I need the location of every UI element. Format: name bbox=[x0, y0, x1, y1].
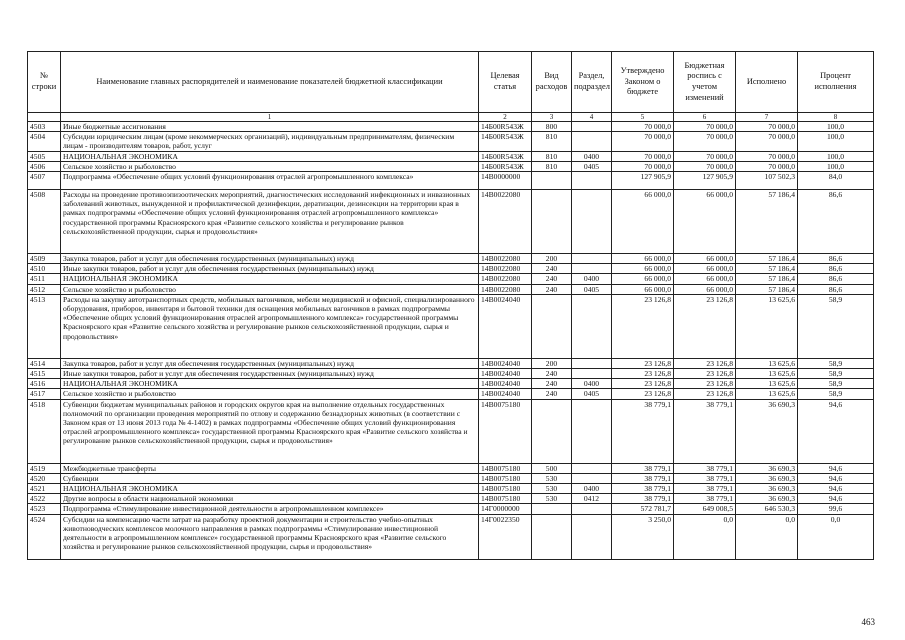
target-article: 14В0075180 bbox=[479, 473, 532, 483]
execution-percent: 100,0 bbox=[798, 132, 874, 151]
header-kind: Вид расходов bbox=[532, 52, 572, 113]
execution-percent: 100,0 bbox=[798, 151, 874, 161]
execution-percent: 84,0 bbox=[798, 172, 874, 190]
listing-amount: 70 000,0 bbox=[674, 161, 736, 171]
header-listing: Бюджетная роспись с учетом изменений bbox=[674, 52, 736, 113]
listing-amount: 127 905,9 bbox=[674, 172, 736, 190]
execution-percent: 94,6 bbox=[798, 463, 874, 473]
execution-percent: 94,6 bbox=[798, 399, 874, 463]
row-number: 4507 bbox=[28, 172, 61, 190]
row-name: Сельское хозяйство и рыболовство bbox=[61, 389, 479, 399]
executed-amount: 13 625,6 bbox=[736, 389, 798, 399]
execution-percent: 94,6 bbox=[798, 494, 874, 504]
table-row bbox=[28, 294, 874, 358]
row-number: 4522 bbox=[28, 494, 61, 504]
execution-percent: 94,6 bbox=[798, 473, 874, 483]
execution-percent: 58,9 bbox=[798, 369, 874, 379]
row-number: 4509 bbox=[28, 254, 61, 264]
execution-percent: 58,9 bbox=[798, 358, 874, 368]
expense-kind: 530 bbox=[532, 494, 572, 504]
row-name: Подпрограмма «Обеспечение общих условий функционирования отраслей агропромышленного комплекса» bbox=[61, 172, 479, 190]
listing-amount: 70 000,0 bbox=[674, 151, 736, 161]
row-name: НАЦИОНАЛЬНАЯ ЭКОНОМИКА bbox=[61, 274, 479, 284]
row-number: 4503 bbox=[28, 122, 61, 132]
executed-amount: 70 000,0 bbox=[736, 132, 798, 151]
execution-percent: 86,6 bbox=[798, 284, 874, 294]
row-number: 4506 bbox=[28, 161, 61, 171]
executed-amount: 70 000,0 bbox=[736, 161, 798, 171]
section-code bbox=[572, 369, 612, 379]
target-article: 14Б00R543Ж bbox=[479, 132, 532, 151]
table-row bbox=[28, 514, 874, 559]
target-article: 14В0024040 bbox=[479, 294, 532, 358]
expense-kind: 240 bbox=[532, 379, 572, 389]
target-article: 14В0075180 bbox=[479, 484, 532, 494]
row-name: Расходы на проведение противоэпизоотических мероприятий, диагностических исследований инфекционных и инвазионных заболеваний животных, вынужденной и профилактической дезинфекции, дератизации, дезинсекции на территории края в рамках подпрограммы «Обеспечение общих условий функционирования отраслей агропромышленного комплекса» государственной программы Красноярского края «Развитие сельского хозяйства и регулирование рынков сельскохозяйственной продукции, сырья и продовольствия» bbox=[61, 190, 479, 254]
executed-amount: 57 186,4 bbox=[736, 274, 798, 284]
section-code bbox=[572, 132, 612, 151]
row-name: Субвенции бюджетам муниципальных районов и городских округов края на выполнение отдельных государственных полномочий по организации проведения мероприятий по отлову и содержанию безнадзорных животных (в соответствии с Законом края от 13 июня 2013 года № 4-1402) в рамках подпрограммы «Обеспечение общих условий функционирования отраслей агропромышленного комплекса» государственной программы Красноярского края «Развитие сельского хозяйства и регулирование рынков сельскохозяйственной продукции, сырья и продовольствия» bbox=[61, 399, 479, 463]
approved-amount: 70 000,0 bbox=[612, 122, 674, 132]
header-executed: Исполнено bbox=[736, 52, 798, 113]
table-row bbox=[28, 463, 874, 473]
header-name: Наименование главных распорядителей и наименование показателей бюджетной классификации bbox=[61, 52, 479, 113]
section-code: 0405 bbox=[572, 284, 612, 294]
table-row bbox=[28, 473, 874, 483]
executed-amount: 36 690,3 bbox=[736, 484, 798, 494]
column-number bbox=[28, 113, 61, 122]
column-number: 4 bbox=[572, 113, 612, 122]
row-number: 4504 bbox=[28, 132, 61, 151]
target-article: 14В0024040 bbox=[479, 379, 532, 389]
header-section: Раздел, подраздел bbox=[572, 52, 612, 113]
row-number: 4524 bbox=[28, 514, 61, 559]
row-name: Расходы на закупку автотранспортных средств, мобильных вагончиков, мебели медицинской и офисной, специализированного оборудования, приборов, инвентаря и бытовой техники для оснащения мобильных вагончиков в рамках подпрограммы «Обеспечение общих условий функционирования отраслей агропромышленного комплекса» государственной программы Красноярского края «Развитие сельского хозяйства и регулирование рынков сельскохозяйственной продукции, сырья и продовольствия» bbox=[61, 294, 479, 358]
expense-kind: 800 bbox=[532, 122, 572, 132]
header-row bbox=[28, 52, 874, 113]
table-row bbox=[28, 484, 874, 494]
row-name: Другие вопросы в области национальной экономики bbox=[61, 494, 479, 504]
executed-amount: 57 186,4 bbox=[736, 254, 798, 264]
row-name: Межбюджетные трансферты bbox=[61, 463, 479, 473]
row-number: 4510 bbox=[28, 264, 61, 274]
column-number: 3 bbox=[532, 113, 572, 122]
target-article: 14В0075180 bbox=[479, 494, 532, 504]
approved-amount: 70 000,0 bbox=[612, 161, 674, 171]
listing-amount: 66 000,0 bbox=[674, 190, 736, 254]
row-number: 4521 bbox=[28, 484, 61, 494]
row-name: Подпрограмма «Стимулирование инвестиционной деятельности в агропромышленном комплексе» bbox=[61, 504, 479, 514]
listing-amount: 649 008,5 bbox=[674, 504, 736, 514]
section-code: 0405 bbox=[572, 389, 612, 399]
expense-kind: 530 bbox=[532, 484, 572, 494]
target-article: 14В0075180 bbox=[479, 463, 532, 473]
executed-amount: 13 625,6 bbox=[736, 379, 798, 389]
row-name: Сельское хозяйство и рыболовство bbox=[61, 284, 479, 294]
table-row bbox=[28, 264, 874, 274]
column-numbers-row bbox=[28, 113, 874, 122]
target-article: 14Б00R543Ж bbox=[479, 122, 532, 132]
section-code: 0405 bbox=[572, 161, 612, 171]
expense-kind bbox=[532, 514, 572, 559]
listing-amount: 70 000,0 bbox=[674, 122, 736, 132]
column-number: 8 bbox=[798, 113, 874, 122]
executed-amount: 36 690,3 bbox=[736, 463, 798, 473]
expense-kind bbox=[532, 190, 572, 254]
expense-kind: 240 bbox=[532, 264, 572, 274]
row-number: 4518 bbox=[28, 399, 61, 463]
listing-amount: 66 000,0 bbox=[674, 284, 736, 294]
target-article: 14В0024040 bbox=[479, 389, 532, 399]
target-article: 14В0022080 bbox=[479, 264, 532, 274]
row-name: Иные закупки товаров, работ и услуг для обеспечения государственных (муниципальных) нужд bbox=[61, 264, 479, 274]
target-article: 14В0024040 bbox=[479, 369, 532, 379]
executed-amount: 0,0 bbox=[736, 514, 798, 559]
section-code: 0400 bbox=[572, 151, 612, 161]
table-row bbox=[28, 284, 874, 294]
approved-amount: 38 779,1 bbox=[612, 399, 674, 463]
execution-percent: 99,6 bbox=[798, 504, 874, 514]
table-row bbox=[28, 172, 874, 190]
row-name: Закупка товаров, работ и услуг для обеспечения государственных (муниципальных) нужд bbox=[61, 254, 479, 264]
approved-amount: 66 000,0 bbox=[612, 254, 674, 264]
row-number: 4508 bbox=[28, 190, 61, 254]
expense-kind: 240 bbox=[532, 369, 572, 379]
row-name: Сельское хозяйство и рыболовство bbox=[61, 161, 479, 171]
executed-amount: 57 186,4 bbox=[736, 190, 798, 254]
target-article: 14Б00R543Ж bbox=[479, 161, 532, 171]
executed-amount: 70 000,0 bbox=[736, 122, 798, 132]
column-number: 2 bbox=[479, 113, 532, 122]
header-target: Целевая статья bbox=[479, 52, 532, 113]
execution-percent: 100,0 bbox=[798, 161, 874, 171]
listing-amount: 66 000,0 bbox=[674, 274, 736, 284]
section-code bbox=[572, 514, 612, 559]
executed-amount: 13 625,6 bbox=[736, 358, 798, 368]
table-row bbox=[28, 132, 874, 151]
executed-amount: 107 502,3 bbox=[736, 172, 798, 190]
section-code bbox=[572, 190, 612, 254]
approved-amount: 38 779,1 bbox=[612, 463, 674, 473]
row-number: 4513 bbox=[28, 294, 61, 358]
listing-amount: 23 126,8 bbox=[674, 379, 736, 389]
target-article: 14Г0000000 bbox=[479, 504, 532, 514]
expense-kind: 240 bbox=[532, 274, 572, 284]
table-body bbox=[28, 122, 874, 560]
approved-amount: 38 779,1 bbox=[612, 494, 674, 504]
row-number: 4515 bbox=[28, 369, 61, 379]
row-number: 4514 bbox=[28, 358, 61, 368]
expense-kind bbox=[532, 294, 572, 358]
listing-amount: 66 000,0 bbox=[674, 264, 736, 274]
target-article: 14В0022080 bbox=[479, 274, 532, 284]
row-number: 4523 bbox=[28, 504, 61, 514]
listing-amount: 38 779,1 bbox=[674, 484, 736, 494]
approved-amount: 23 126,8 bbox=[612, 379, 674, 389]
column-number: 1 bbox=[61, 113, 479, 122]
target-article: 14В0024040 bbox=[479, 358, 532, 368]
expense-kind: 200 bbox=[532, 358, 572, 368]
section-code bbox=[572, 473, 612, 483]
table-row bbox=[28, 379, 874, 389]
section-code bbox=[572, 122, 612, 132]
section-code bbox=[572, 254, 612, 264]
listing-amount: 23 126,8 bbox=[674, 389, 736, 399]
row-number: 4520 bbox=[28, 473, 61, 483]
section-code bbox=[572, 264, 612, 274]
section-code bbox=[572, 399, 612, 463]
expense-kind bbox=[532, 172, 572, 190]
executed-amount: 13 625,6 bbox=[736, 294, 798, 358]
row-number: 4517 bbox=[28, 389, 61, 399]
expense-kind: 810 bbox=[532, 151, 572, 161]
approved-amount: 66 000,0 bbox=[612, 274, 674, 284]
target-article: 14В0075180 bbox=[479, 399, 532, 463]
executed-amount: 57 186,4 bbox=[736, 264, 798, 274]
table-row bbox=[28, 122, 874, 132]
table-row bbox=[28, 399, 874, 463]
expense-kind: 240 bbox=[532, 389, 572, 399]
expense-kind: 530 bbox=[532, 473, 572, 483]
approved-amount: 572 781,7 bbox=[612, 504, 674, 514]
approved-amount: 127 905,9 bbox=[612, 172, 674, 190]
section-code: 0412 bbox=[572, 494, 612, 504]
executed-amount: 36 690,3 bbox=[736, 399, 798, 463]
row-name: Иные бюджетные ассигнования bbox=[61, 122, 479, 132]
listing-amount: 38 779,1 bbox=[674, 494, 736, 504]
table-row bbox=[28, 369, 874, 379]
header-row-no: № строки bbox=[28, 52, 61, 113]
execution-percent: 94,6 bbox=[798, 484, 874, 494]
column-number: 5 bbox=[612, 113, 674, 122]
approved-amount: 23 126,8 bbox=[612, 294, 674, 358]
target-article: 14Г0022350 bbox=[479, 514, 532, 559]
column-number: 7 bbox=[736, 113, 798, 122]
approved-amount: 70 000,0 bbox=[612, 132, 674, 151]
executed-amount: 36 690,3 bbox=[736, 473, 798, 483]
approved-amount: 66 000,0 bbox=[612, 190, 674, 254]
approved-amount: 66 000,0 bbox=[612, 284, 674, 294]
budget-table bbox=[27, 51, 874, 560]
execution-percent: 86,6 bbox=[798, 274, 874, 284]
column-number: 6 bbox=[674, 113, 736, 122]
approved-amount: 23 126,8 bbox=[612, 369, 674, 379]
row-name: Субсидии юридическим лицам (кроме некоммерческих организаций), индивидуальным предпринимателям, физическим лицам - производителям товаров, работ, услуг bbox=[61, 132, 479, 151]
listing-amount: 70 000,0 bbox=[674, 132, 736, 151]
listing-amount: 38 779,1 bbox=[674, 473, 736, 483]
table-row bbox=[28, 190, 874, 254]
approved-amount: 23 126,8 bbox=[612, 389, 674, 399]
listing-amount: 23 126,8 bbox=[674, 294, 736, 358]
listing-amount: 38 779,1 bbox=[674, 399, 736, 463]
row-number: 4511 bbox=[28, 274, 61, 284]
row-name: Иные закупки товаров, работ и услуг для обеспечения государственных (муниципальных) нужд bbox=[61, 369, 479, 379]
execution-percent: 86,6 bbox=[798, 254, 874, 264]
executed-amount: 13 625,6 bbox=[736, 369, 798, 379]
approved-amount: 66 000,0 bbox=[612, 264, 674, 274]
target-article: 14В0000000 bbox=[479, 172, 532, 190]
table-row bbox=[28, 389, 874, 399]
table-row bbox=[28, 161, 874, 171]
section-code bbox=[572, 172, 612, 190]
approved-amount: 38 779,1 bbox=[612, 473, 674, 483]
approved-amount: 38 779,1 bbox=[612, 484, 674, 494]
table-row bbox=[28, 151, 874, 161]
expense-kind bbox=[532, 504, 572, 514]
row-name: НАЦИОНАЛЬНАЯ ЭКОНОМИКА bbox=[61, 151, 479, 161]
section-code: 0400 bbox=[572, 379, 612, 389]
approved-amount: 70 000,0 bbox=[612, 151, 674, 161]
expense-kind bbox=[532, 399, 572, 463]
row-name: НАЦИОНАЛЬНАЯ ЭКОНОМИКА bbox=[61, 484, 479, 494]
row-name: НАЦИОНАЛЬНАЯ ЭКОНОМИКА bbox=[61, 379, 479, 389]
section-code bbox=[572, 294, 612, 358]
execution-percent: 86,6 bbox=[798, 264, 874, 274]
row-number: 4516 bbox=[28, 379, 61, 389]
execution-percent: 100,0 bbox=[798, 122, 874, 132]
target-article: 14В0022080 bbox=[479, 190, 532, 254]
executed-amount: 70 000,0 bbox=[736, 151, 798, 161]
header-percent: Процент исполнения bbox=[798, 52, 874, 113]
listing-amount: 66 000,0 bbox=[674, 254, 736, 264]
table-row bbox=[28, 494, 874, 504]
section-code bbox=[572, 358, 612, 368]
listing-amount: 23 126,8 bbox=[674, 369, 736, 379]
execution-percent: 58,9 bbox=[798, 379, 874, 389]
section-code: 0400 bbox=[572, 484, 612, 494]
approved-amount: 3 250,0 bbox=[612, 514, 674, 559]
listing-amount: 38 779,1 bbox=[674, 463, 736, 473]
section-code bbox=[572, 504, 612, 514]
executed-amount: 57 186,4 bbox=[736, 284, 798, 294]
row-number: 4519 bbox=[28, 463, 61, 473]
table-row bbox=[28, 274, 874, 284]
row-name: Субсидии на компенсацию части затрат на разработку проектной документации и строительство учебно-опытных животноводческих комплексов молочного направления в рамках подпрограммы «Стимулирование инвестиционной деятельности в агропромышленном комплексе» государственной программы Красноярского края «Развитие сельского хозяйства и регулирование рынков сельскохозяйственной продукции, сырья и продовольствия» bbox=[61, 514, 479, 559]
table-row bbox=[28, 358, 874, 368]
approved-amount: 23 126,8 bbox=[612, 358, 674, 368]
section-code: 0400 bbox=[572, 274, 612, 284]
expense-kind: 500 bbox=[532, 463, 572, 473]
page-number: 463 bbox=[861, 617, 875, 627]
expense-kind: 810 bbox=[532, 132, 572, 151]
listing-amount: 0,0 bbox=[674, 514, 736, 559]
row-number: 4505 bbox=[28, 151, 61, 161]
row-name: Субвенции bbox=[61, 473, 479, 483]
table-row bbox=[28, 254, 874, 264]
target-article: 14В0022080 bbox=[479, 284, 532, 294]
table-row bbox=[28, 504, 874, 514]
section-code bbox=[572, 463, 612, 473]
execution-percent: 58,9 bbox=[798, 389, 874, 399]
row-name: Закупка товаров, работ и услуг для обеспечения государственных (муниципальных) нужд bbox=[61, 358, 479, 368]
expense-kind: 240 bbox=[532, 284, 572, 294]
header-approved: Утверждено Законом о бюджете bbox=[612, 52, 674, 113]
execution-percent: 0,0 bbox=[798, 514, 874, 559]
row-number: 4512 bbox=[28, 284, 61, 294]
listing-amount: 23 126,8 bbox=[674, 358, 736, 368]
execution-percent: 86,6 bbox=[798, 190, 874, 254]
expense-kind: 200 bbox=[532, 254, 572, 264]
executed-amount: 646 530,3 bbox=[736, 504, 798, 514]
expense-kind: 810 bbox=[532, 161, 572, 171]
executed-amount: 36 690,3 bbox=[736, 494, 798, 504]
target-article: 14В0022080 bbox=[479, 254, 532, 264]
target-article: 14Б00R543Ж bbox=[479, 151, 532, 161]
execution-percent: 58,9 bbox=[798, 294, 874, 358]
